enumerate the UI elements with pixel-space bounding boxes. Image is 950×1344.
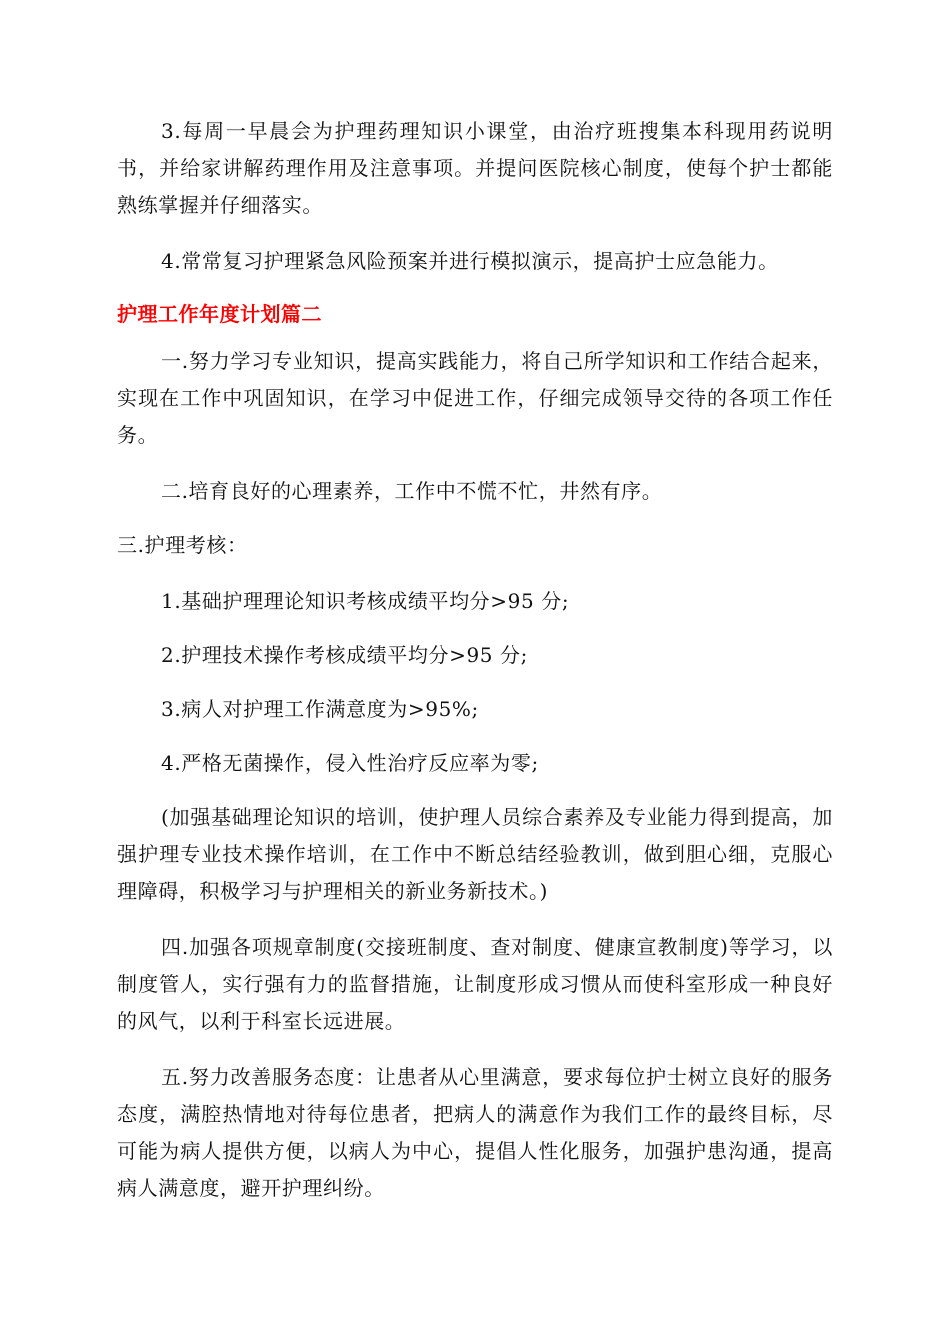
paragraph-item-five: 五.努力改善服务态度：让患者从心里满意，要求每位护士树立良好的服务态度，满腔热情地对待每位患者，把病人的满意作为我们工作的最终目标，尽可能为病人提供方便，以病人为中心，提倡人性化服务，加强护患沟通，提高病人满意度，避开护理纠纷。 [117, 1065, 833, 1200]
list-item-assessment-2: 2.护理技术操作考核成绩平均分>95 分; [161, 643, 528, 667]
paragraph-weekly-pharmacology-class: 3.每周一早晨会为护理药理知识小课堂，由治疗班搜集本科现用药说明书，并给家讲解药理作用及注意事项。并提问医院核心制度，使每个护士都能熟练掌握并仔细落实。 [117, 119, 833, 217]
paragraph-item-three-title: 三.护理考核： [117, 533, 248, 557]
paragraph-training-note: (加强基础理论知识的培训，使护理人员综合素养及专业能力得到提高，加强护理专业技术操作培训，在工作中不断总结经验教训，做到胆心细，克服心理障碍，积极学习与护理相关的新业务新技术。) [117, 805, 833, 903]
section-heading: 护理工作年度计划篇二 [117, 302, 322, 326]
paragraph-emergency-drill: 4.常常复习护理紧急风险预案并进行模拟演示，提高护士应急能力。 [161, 249, 779, 273]
paragraph-item-four: 四.加强各项规章制度(交接班制度、查对制度、健康宣教制度)等学习，以制度管人，实行强有力的监督措施，让制度形成习惯从而使科室形成一种良好的风气，以利于科室长远进展。 [117, 935, 833, 1033]
list-item-assessment-4: 4.严格无菌操作，侵入性治疗反应率为零; [161, 751, 539, 775]
paragraph-item-one: 一.努力学习专业知识，提高实践能力，将自己所学知识和工作结合起来，实现在工作中巩固知识，在学习中促进工作，仔细完成领导交待的各项工作任务。 [117, 349, 833, 447]
list-item-assessment-1: 1.基础护理理论知识考核成绩平均分>95 分; [161, 589, 570, 613]
paragraph-item-two: 二.培育良好的心理素养，工作中不慌不忙，井然有序。 [161, 479, 663, 503]
list-item-assessment-3: 3.病人对护理工作满意度为>95%; [161, 697, 479, 721]
